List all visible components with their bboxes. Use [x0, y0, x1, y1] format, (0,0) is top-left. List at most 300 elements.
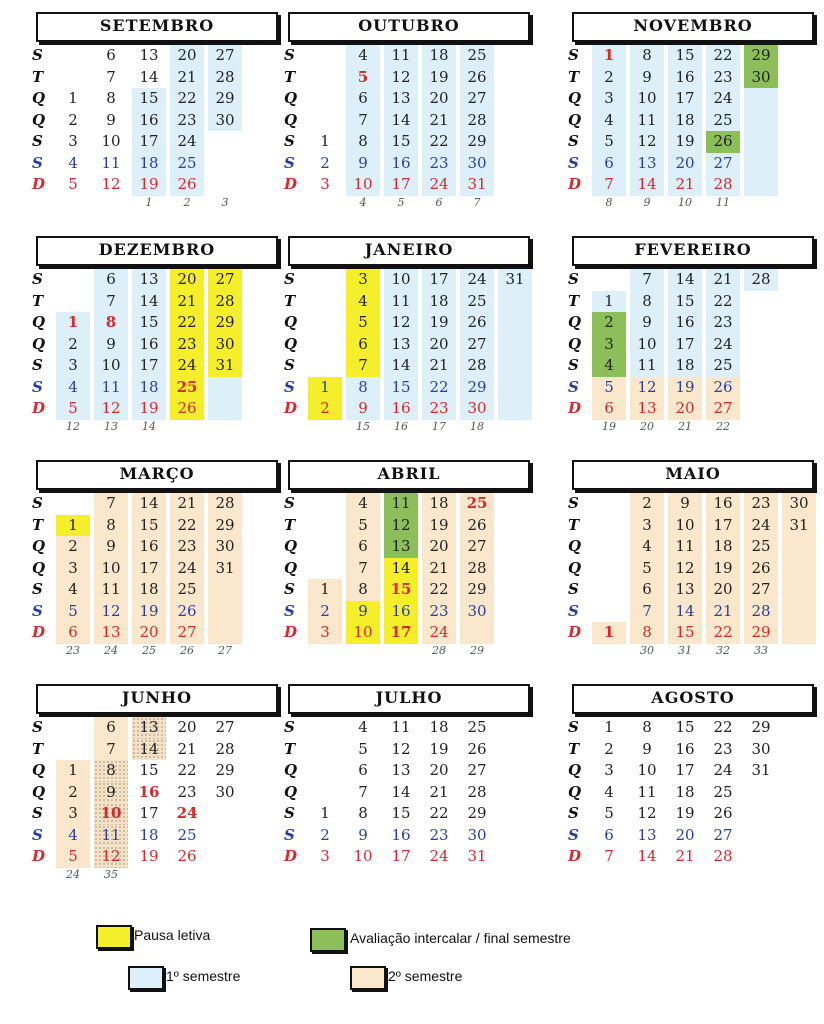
day-cell: 31 — [467, 847, 487, 865]
day-cell — [208, 174, 242, 196]
day-cell — [208, 622, 242, 644]
week-number: 28 — [432, 643, 446, 657]
week-number: 14 — [142, 419, 156, 433]
day-label: Q — [284, 334, 298, 353]
week-row — [284, 110, 538, 132]
month-2 — [568, 12, 822, 212]
day-cell — [208, 377, 242, 399]
day-label: D — [284, 847, 298, 865]
week-number: 8 — [605, 195, 613, 209]
week-number: 21 — [678, 419, 692, 433]
day-cell: 30 — [215, 782, 235, 801]
month-title: NOVEMBRO — [572, 12, 814, 42]
week-number: 25 — [142, 643, 156, 657]
day-cell — [744, 782, 778, 804]
day-cell: 9 — [94, 536, 128, 558]
day-cell: 12 — [101, 175, 121, 193]
week-row — [284, 131, 538, 153]
day-cell: 19 — [668, 131, 702, 153]
day-cell: 19 — [706, 558, 740, 580]
day-cell: 25 — [177, 825, 197, 844]
day-cell: 16 — [384, 601, 418, 623]
day-cell — [308, 558, 342, 580]
day-label: S — [568, 825, 579, 844]
week-row — [32, 131, 286, 153]
day-cell: 25 — [706, 110, 740, 132]
day-cell: 23 — [744, 493, 778, 515]
day-cell — [308, 739, 342, 761]
week-row — [32, 739, 286, 761]
day-cell: 28 — [215, 739, 235, 758]
week-row — [568, 312, 822, 334]
day-label: Q — [284, 89, 298, 107]
day-cell: 10 — [94, 558, 128, 580]
month-title: AGOSTO — [572, 684, 814, 714]
day-cell — [56, 717, 90, 739]
day-cell: 21 — [706, 601, 740, 623]
day-cell: 24 — [422, 174, 456, 196]
day-cell: 7 — [592, 174, 626, 196]
day-cell: 21 — [429, 782, 449, 801]
week-number: 19 — [602, 419, 616, 433]
day-cell: 17 — [139, 804, 159, 822]
day-cell: 27 — [706, 153, 740, 175]
day-label: S — [284, 270, 295, 288]
day-label: Q — [284, 558, 298, 577]
day-cell — [56, 45, 90, 67]
day-cell: 8 — [346, 377, 380, 399]
day-cell: 31 — [782, 515, 816, 537]
day-cell: 4 — [592, 110, 626, 132]
day-cell — [308, 493, 342, 515]
week-number: 24 — [104, 643, 118, 657]
day-cell — [592, 601, 626, 623]
day-cell: 11 — [637, 782, 657, 801]
day-cell: 27 — [215, 718, 235, 736]
day-cell: 5 — [346, 515, 380, 537]
day-cell: 14 — [391, 782, 411, 801]
day-cell: 25 — [467, 718, 487, 736]
day-cell: 2 — [68, 110, 78, 129]
day-cell: 4 — [604, 782, 614, 801]
day-cell: 26 — [467, 739, 487, 758]
day-cell — [782, 622, 816, 644]
day-cell: 17 — [422, 269, 456, 291]
week-row — [32, 377, 286, 399]
day-cell — [208, 398, 242, 420]
day-cell: 21 — [422, 110, 456, 132]
day-cell: 13 — [132, 717, 166, 739]
week-number: 22 — [716, 419, 730, 433]
week-number: 13 — [104, 419, 118, 433]
day-cell: 25 — [460, 45, 494, 67]
day-cell: 2 — [308, 601, 342, 623]
day-cell: 23 — [706, 312, 740, 334]
week-number: 16 — [394, 419, 408, 433]
day-cell: 13 — [630, 153, 664, 175]
day-cell: 29 — [208, 515, 242, 537]
day-cell: 23 — [170, 536, 204, 558]
day-cell — [744, 334, 778, 356]
day-cell: 19 — [429, 739, 449, 758]
day-cell: 23 — [422, 153, 456, 175]
day-cell — [592, 515, 626, 537]
day-cell — [308, 760, 342, 782]
day-cell: 14 — [132, 493, 166, 515]
week-row — [284, 558, 538, 580]
day-label: D — [32, 175, 46, 193]
day-cell — [744, 174, 778, 196]
day-label: Q — [32, 110, 46, 129]
day-label: S — [284, 804, 295, 822]
day-cell: 4 — [358, 718, 368, 736]
day-cell: 16 — [132, 110, 166, 132]
day-cell: 6 — [604, 825, 614, 844]
day-cell: 24 — [713, 761, 733, 779]
month-title: MARÇO — [36, 460, 278, 490]
day-cell: 22 — [422, 377, 456, 399]
day-cell: 26 — [706, 377, 740, 399]
day-cell: 20 — [668, 398, 702, 420]
day-label: D — [32, 399, 46, 417]
day-cell: 22 — [706, 622, 740, 644]
day-cell: 14 — [384, 355, 418, 377]
day-label: S — [32, 270, 43, 288]
day-cell: 3 — [68, 132, 78, 150]
day-cell: 28 — [460, 355, 494, 377]
day-cell: 24 — [170, 131, 204, 153]
week-numbers — [284, 868, 538, 884]
day-cell: 24 — [706, 88, 740, 110]
day-label: S — [32, 580, 43, 598]
week-row — [32, 312, 286, 334]
day-cell: 5 — [604, 804, 614, 822]
day-cell: 24 — [422, 622, 456, 644]
day-cell: 13 — [637, 825, 657, 844]
day-cell: 14 — [668, 601, 702, 623]
day-cell — [498, 398, 532, 420]
month-5 — [568, 236, 822, 436]
day-cell: 9 — [346, 601, 380, 623]
day-cell: 17 — [675, 761, 695, 779]
week-numbers — [32, 644, 286, 660]
day-cell: 2 — [592, 67, 626, 89]
day-cell: 21 — [177, 739, 197, 758]
day-cell: 15 — [132, 88, 166, 110]
day-cell: 26 — [460, 67, 494, 89]
day-cell: 6 — [56, 622, 90, 644]
day-cell: 18 — [668, 110, 702, 132]
week-row — [568, 579, 822, 601]
day-cell: 8 — [106, 89, 116, 107]
day-label: D — [284, 175, 298, 193]
day-cell — [782, 536, 816, 558]
day-cell — [308, 355, 342, 377]
day-cell: 15 — [384, 579, 418, 601]
day-cell: 7 — [358, 782, 368, 801]
day-label: S — [32, 804, 43, 822]
day-cell: 11 — [384, 493, 418, 515]
week-row — [32, 536, 286, 558]
day-label: T — [568, 291, 580, 310]
day-cell — [744, 291, 778, 313]
day-cell: 2 — [604, 739, 614, 758]
week-row — [32, 334, 286, 356]
day-cell: 22 — [422, 579, 456, 601]
day-cell: 14 — [384, 558, 418, 580]
day-cell: 1 — [56, 515, 90, 537]
day-cell: 25 — [460, 493, 494, 515]
day-cell: 6 — [94, 269, 128, 291]
day-cell: 30 — [460, 601, 494, 623]
week-row — [568, 739, 822, 761]
day-cell: 20 — [170, 269, 204, 291]
month-6 — [32, 460, 286, 660]
day-cell — [744, 355, 778, 377]
month-grid — [568, 269, 822, 420]
day-cell: 28 — [208, 493, 242, 515]
day-cell: 23 — [170, 334, 204, 356]
day-cell: 18 — [422, 45, 456, 67]
day-cell: 13 — [630, 398, 664, 420]
day-cell: 12 — [668, 558, 702, 580]
day-cell: 6 — [346, 536, 380, 558]
day-cell: 30 — [460, 398, 494, 420]
day-label: Q — [284, 782, 298, 801]
day-cell: 1 — [592, 622, 626, 644]
day-cell: 4 — [592, 355, 626, 377]
day-cell: 14 — [132, 291, 166, 313]
day-cell: 27 — [460, 536, 494, 558]
day-cell: 16 — [384, 153, 418, 175]
day-cell: 17 — [132, 355, 166, 377]
day-cell: 30 — [208, 536, 242, 558]
week-number: 3 — [221, 195, 229, 209]
day-cell: 3 — [320, 175, 330, 193]
week-row — [284, 846, 538, 868]
day-cell: 8 — [630, 622, 664, 644]
day-label: S — [284, 580, 295, 598]
day-label: D — [284, 399, 298, 417]
day-cell: 15 — [139, 761, 159, 779]
day-cell: 1 — [320, 132, 330, 150]
day-label: S — [568, 580, 579, 598]
week-numbers — [284, 420, 538, 436]
day-cell: 10 — [384, 269, 418, 291]
day-cell: 14 — [637, 847, 657, 865]
day-cell: 22 — [170, 312, 204, 334]
day-cell: 17 — [668, 88, 702, 110]
week-row — [32, 782, 286, 804]
day-cell: 17 — [132, 558, 166, 580]
day-cell: 27 — [460, 88, 494, 110]
day-cell: 5 — [630, 558, 664, 580]
day-cell: 11 — [391, 718, 411, 736]
day-cell — [744, 825, 778, 847]
week-numbers — [568, 420, 822, 436]
day-cell: 26 — [170, 174, 204, 196]
week-row — [568, 269, 822, 291]
day-cell: 2 — [320, 153, 330, 172]
day-cell: 10 — [630, 334, 664, 356]
day-cell: 18 — [422, 493, 456, 515]
day-label: T — [32, 67, 44, 86]
day-cell: 11 — [384, 45, 418, 67]
week-row — [568, 355, 822, 377]
day-cell: 13 — [139, 46, 159, 64]
legend-aval-swatch — [310, 928, 346, 952]
day-cell: 28 — [208, 291, 242, 313]
week-number: 29 — [470, 643, 484, 657]
month-4 — [284, 236, 538, 436]
day-cell: 7 — [94, 739, 128, 761]
day-cell: 10 — [630, 88, 664, 110]
day-label: T — [284, 291, 296, 310]
week-number: 23 — [66, 643, 80, 657]
day-cell: 20 — [422, 88, 456, 110]
day-cell: 21 — [706, 269, 740, 291]
day-cell — [744, 846, 778, 868]
day-cell — [308, 536, 342, 558]
day-label: S — [284, 356, 295, 374]
day-label: Q — [284, 761, 298, 779]
day-cell: 13 — [384, 536, 418, 558]
day-cell: 23 — [713, 739, 733, 758]
day-cell — [744, 110, 778, 132]
day-cell: 14 — [668, 269, 702, 291]
day-label: Q — [32, 334, 46, 353]
day-label: S — [568, 718, 579, 736]
day-cell: 13 — [668, 579, 702, 601]
week-row — [32, 558, 286, 580]
day-cell: 13 — [384, 88, 418, 110]
week-number: 33 — [754, 643, 768, 657]
day-cell: 24 — [176, 804, 198, 822]
day-cell: 10 — [94, 803, 128, 825]
day-cell: 31 — [751, 761, 771, 779]
day-cell: 9 — [358, 825, 368, 844]
day-cell: 30 — [782, 493, 816, 515]
day-cell: 8 — [358, 804, 368, 822]
week-row — [284, 493, 538, 515]
day-cell: 9 — [94, 782, 128, 804]
day-cell: 9 — [630, 312, 664, 334]
day-label: S — [284, 825, 295, 844]
day-cell: 30 — [467, 825, 487, 844]
month-title: DEZEMBRO — [36, 236, 278, 266]
day-cell: 29 — [460, 377, 494, 399]
day-cell: 9 — [94, 334, 128, 356]
day-cell: 27 — [460, 334, 494, 356]
week-number: 24 — [66, 867, 80, 881]
day-cell — [592, 493, 626, 515]
day-label: Q — [32, 313, 46, 331]
day-cell: 5 — [346, 312, 380, 334]
day-cell: 4 — [68, 153, 78, 172]
day-cell: 10 — [346, 622, 380, 644]
day-cell: 8 — [630, 291, 664, 313]
day-cell: 20 — [422, 334, 456, 356]
day-cell: 28 — [467, 782, 487, 801]
day-label: S — [32, 377, 43, 396]
week-numbers — [284, 196, 538, 212]
day-cell — [460, 622, 494, 644]
month-grid — [32, 493, 286, 644]
day-label: Q — [568, 558, 582, 577]
day-label: Q — [284, 537, 298, 555]
day-cell: 24 — [744, 515, 778, 537]
day-label: Q — [568, 313, 582, 331]
day-cell: 18 — [675, 782, 695, 801]
day-cell: 3 — [592, 88, 626, 110]
day-cell: 3 — [630, 515, 664, 537]
day-label: Q — [568, 761, 582, 779]
week-numbers — [32, 868, 286, 884]
week-row — [284, 760, 538, 782]
day-label: Q — [32, 537, 46, 555]
week-row — [568, 45, 822, 67]
month-grid — [284, 45, 538, 196]
day-cell: 14 — [139, 67, 159, 86]
day-cell: 16 — [706, 493, 740, 515]
day-cell: 3 — [56, 803, 90, 825]
day-cell: 12 — [384, 312, 418, 334]
month-title: FEVEREIRO — [572, 236, 814, 266]
day-cell: 8 — [346, 579, 380, 601]
week-row — [32, 760, 286, 782]
week-row — [568, 782, 822, 804]
day-cell: 9 — [630, 67, 664, 89]
week-number: 31 — [678, 643, 692, 657]
day-cell — [308, 88, 342, 110]
week-row — [568, 110, 822, 132]
week-row — [32, 803, 286, 825]
week-number: 15 — [356, 419, 370, 433]
legend-pausa-swatch — [96, 925, 132, 949]
day-cell: 6 — [106, 46, 116, 64]
day-cell: 15 — [384, 131, 418, 153]
day-cell: 14 — [132, 739, 166, 761]
day-cell: 20 — [429, 761, 449, 779]
day-cell: 22 — [170, 515, 204, 537]
legend-s1-label: 1º semestre — [166, 968, 241, 984]
day-cell: 30 — [751, 739, 771, 758]
day-cell: 17 — [668, 334, 702, 356]
day-cell: 4 — [56, 825, 90, 847]
day-label: S — [32, 494, 43, 512]
day-cell: 15 — [668, 622, 702, 644]
week-row — [568, 153, 822, 175]
week-row — [284, 88, 538, 110]
day-cell: 13 — [94, 622, 128, 644]
week-row — [284, 579, 538, 601]
day-cell — [744, 398, 778, 420]
legend-s1-swatch — [128, 966, 164, 990]
day-label: D — [568, 175, 582, 193]
day-cell: 23 — [177, 782, 197, 801]
week-row — [568, 67, 822, 89]
day-cell: 26 — [170, 398, 204, 420]
week-row — [32, 846, 286, 868]
week-number: 9 — [643, 195, 651, 209]
week-number: 6 — [435, 195, 443, 209]
day-cell: 6 — [358, 761, 368, 779]
day-cell — [208, 153, 242, 175]
day-cell: 1 — [56, 760, 90, 782]
day-cell: 2 — [630, 493, 664, 515]
day-cell: 11 — [384, 291, 418, 313]
day-label: S — [32, 825, 43, 844]
